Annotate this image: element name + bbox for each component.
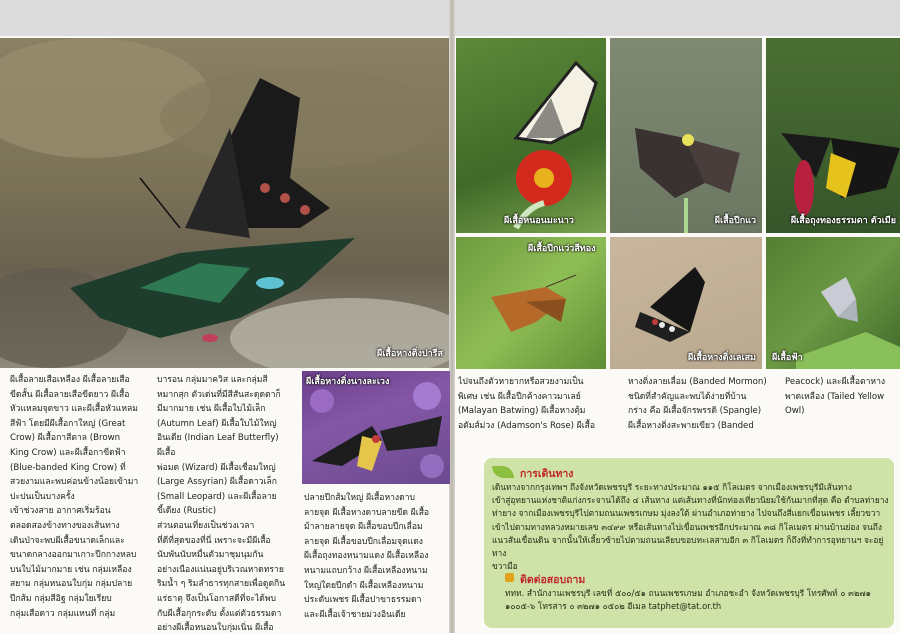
skipper-illustration	[610, 38, 762, 233]
left-header-band	[0, 0, 452, 36]
travel-text: เดินทางจากกรุงเทพฯ ถึงจังหวัดเพชรบุรี ระยะทางประมาณ ๑๑๕ กิโลเมตร จากเมืองเพชรบุรีมีเส้นทาง เข้าสู่อุทยานแห่งชาติแก่งกระจานได้ถึง ๔ เส้นทาง แต่เส้นทางที่นักท่องเที่ยวนิยมใช้กันมากที่สุด คือ ตำบลท่ายาง ท่ายาง จากเมืองเพชรบุรีไปตามถนนเพชรเกษม มุ่งลงใต้ ผ่านอำเภอท่ายาง ไปจนถึงสี่แยกเขื่อนเพชร เลี้ยวขวา เข้าไปตามทางหลวงหมายเลข ๓๔๙๙ หรือเส้นทางไปเขื่อนเพชรอีกประมาณ ๓๘ กิโลเมตร ผ่านบ้านย่อง จนถึง แนวสันเขื่อนดิน จากนั้นให้เลี้ยวซ้ายไปตามถนนเลียบขอบทะเลสาบอีก ๓ กิโลเมตร ก็ถึงที่ทำการอุทยานฯ จะอยู่ทาง ขวามือ	[492, 482, 889, 572]
lemon-butterfly-photo	[456, 38, 606, 233]
skipper-photo	[610, 38, 762, 233]
left-text-column-3	[304, 491, 448, 633]
golden-dartlet-photo	[456, 237, 606, 369]
inset-photo-caption: ผีเสื้อหางติ่งนางละเวง	[306, 377, 390, 387]
right-text-column-1	[458, 375, 613, 455]
left-column-1-text: ผีเสื้อลายเสือเหลือง ผีเสื้อลายเสือ ขีดสั้น ผีเสื้อลายเสือขีดยาว ผีเสื้อ หัวแหลมจุดขาว และผีเสื้อหัวแหลม สีฟ้า โดยมีผีเสื้อกาใหญ่ (Great Crow) ผีเสื้อกาสีตาล (Brown King Crow) และผีเสื้อกาขีดฟ้า (Blue-banded King Crow) ที่ สวยงามและพบค่อนข้างน้อยเข้ามา ปะปนเป็นบางครั้ง เข้าช่วงสาย อากาศเริ่มร้อน ตลอดสองข้างทางของเส้นทาง เดินป่าจะพบผีเสื้อขนาดเล็กและ ขนาดกลางออกมาเกาะปีกกางหลบ บนใบไม้มากมาย เช่น กลุ่มเหลือง สยาม กลุ่มหนอนใบกุ่ม กลุ่มปลาย ปีกส้ม กลุ่มสีอิฐ กลุ่มใยเรียบ กลุ่มเสือดาว กลุ่มแหนที่ กลุ่ม	[10, 375, 139, 619]
birdwing-photo-caption: ผีเสื้อถุงทองธรรมดา ตัวเมีย	[790, 216, 896, 226]
inset-photo	[302, 371, 450, 484]
left-text-column-2	[157, 373, 295, 633]
right-column-2-text: หางติ่งลายเลื่อม (Banded Mormon) ชนิดที่สำคัญและพบได้ง่ายที่บ้าน กร่าง คือ ผีเสื้อจักรพรรดิ (Spangle) ผีเสื้อหางติ่งสะพายเขียว (Banded	[628, 377, 767, 431]
golden-dartlet-illustration	[456, 237, 606, 369]
main-photo	[0, 38, 449, 368]
left-column-3-text: ปลายปีกส้มใหญ่ ผีเสื้อหางดาบ ลายจุด ผีเสื้อหางดาบลายขีด ผีเสื้อ ม้าลายลายจุด ผีเสื้อขอบปีกเลื่อม ลายจุด ผีเสื้อขอบปีกเลื่อมจุดแดง ผีเสื้อถุงทองหนามแดง ผีเสื้อเหลือง หนามแถบกว้าง ผีเสื้อเหลืองหนาม ใหญ่ใตยปีกดำ ผีเสื้อเหลืองหนาม ประดับเพชร ผีเสื้อปาขาธรรมดา และผีเสื้อเจ้าชายม่วงอินเดีย	[304, 493, 430, 620]
contact-bullet-icon	[505, 573, 514, 582]
main-photo-illustration	[0, 38, 449, 368]
contact-heading: ติดต่อสอบถาม	[520, 574, 586, 586]
main-photo-caption: ผีเสื้อหางติ่งปารีส	[377, 349, 443, 359]
right-text-column-2	[628, 375, 776, 455]
golden-dartlet-caption: ผีเสื้อปีกแว่วสีทอง	[528, 244, 596, 254]
travel-heading: การเดินทาง	[520, 468, 574, 480]
page-gutter	[449, 0, 455, 633]
contact-text: ททท. สำนักงานเพชรบุรี เลขที่ ๕๐๐/๕๑ ถนนเพชรเกษม อำเภอชะอำ จังหวัดเพชรบุรี โทรศัพท์ ๐ ๓๒๗๑ ๑๐๐๕-๖ โทรสาร ๐ ๓๒๗๑ ๐๕๐๒ อีเมล tatphet@tat.or.th	[505, 588, 871, 612]
birdwing-illustration	[766, 38, 900, 233]
birdwing-photo	[766, 38, 900, 233]
blue-butterfly-caption: ผีเสื้อฟ้า	[772, 353, 803, 363]
blue-butterfly-photo	[766, 237, 900, 369]
skipper-photo-caption: ผีเสื้อปีกแว	[714, 216, 756, 226]
mormon-photo-caption: ผีเสื้อหางติ่งเลเสม	[688, 353, 756, 363]
right-column-1-text: ไปจนถึงตัวหายากหรือสวยงามเป็น พิเศษ เช่น ผีเสื้อปีกค้างคาวมาเลย์ (Malayan Batwing) ผีเสื้อหางตุ้ม อดัมส์ม่วง (Adamson's Rose) ผีเสื้อ	[458, 377, 596, 431]
left-column-2-text: บารอน กลุ่มมาควิส และกลุ่มสี หมากสุก ตัวเด่นที่มีสีสันสะดุดตาก็ มีมากมาย เช่น ผีเสื้อใบไม้เล็ก (Autumn Leaf) ผีเสื้อใบไม้ใหญ่ อินเดีย (Indian Leaf Butterfly) ผีเสื้อ พ่อมด (Wizard) ผีเสื้อเชื่อมใหญ่ (Large Assyrian) ผีเสื้อดาวเล็ก (Small Leopard) และผีเสื้อลาย ขี้เดียง (Rustic) ส่วนตอนเที่ยงเป็นช่วงเวลา ที่ดีที่สุดของที่นี่ เพราะจะมีผีเสื้อ นับพันนับหมื่นตัวมาชุมนุมกัน อย่างเนืองแน่นอยู่บริเวณหาดทราย ริมน้ำ ๆ ริมลำธารทุกสายเพื่อดูดกิน แร่ธาตุ จึงเป็นโอกาสดีที่จะได้พบ กับผีเสื้อกุกระดับ ตั้งแต่ตัวธรรมดา อย่างผีเสื้อหนอนใบกุ่มเนิ่น ผีเสื้อ	[157, 375, 286, 633]
lemon-photo-caption: ผีเสื้อหนอนมะนาว	[504, 216, 574, 226]
right-column-3-text: Peacock) และผีเสื้อตาหางพาดเหลือง (Tailed Yellow Owl)	[785, 377, 886, 417]
right-text-column-3	[785, 375, 897, 455]
left-text-column-1	[10, 373, 146, 633]
right-header-band	[452, 0, 900, 36]
lemon-butterfly-illustration	[456, 38, 606, 233]
mormon-photo	[610, 237, 762, 369]
